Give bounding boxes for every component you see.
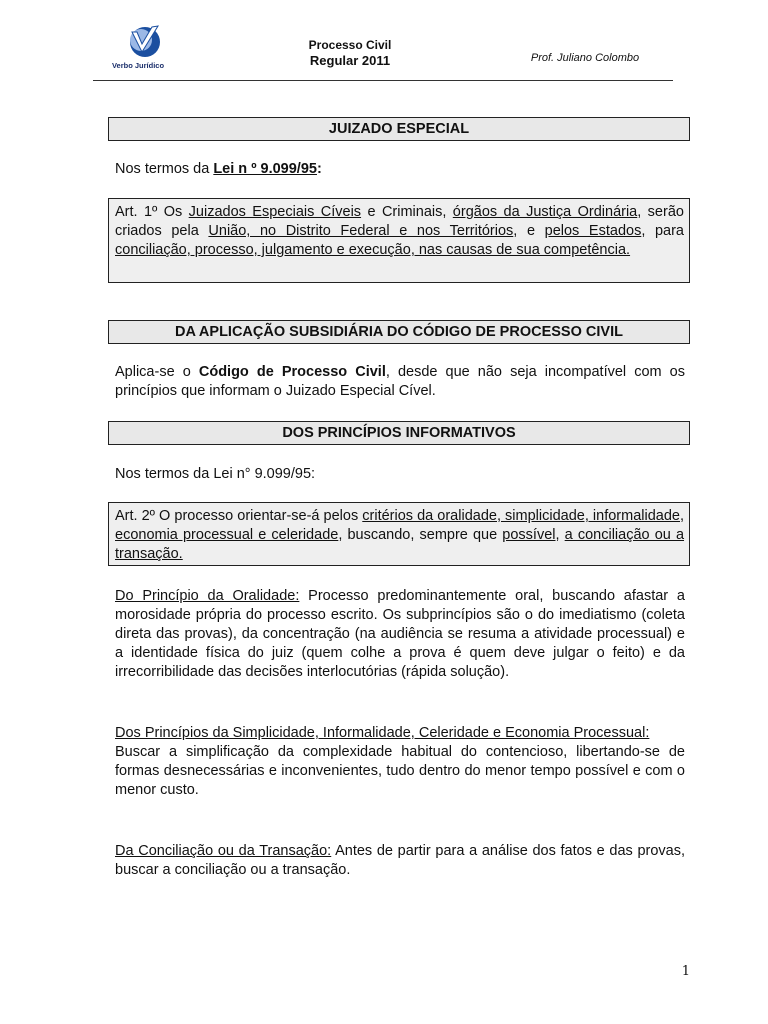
conciliacao-paragraph — [115, 842, 685, 880]
art1-text: , e — [513, 223, 545, 239]
art2-text: Art. 2º O processo orientar-se-á pelos — [115, 508, 363, 524]
oralidade-text: Processo predominantemente oral, buscando afastar a morosidade própria do processo escrito. Os subprincípios são o do imediatismo (coleta direta das provas), da concentração (na audiência se resuma a atividade processual) e a identidade física do juiz (quem colhe a prova é quem deve julgar o feito) e da irrecorribilidade das decisões interlocutórias (rápida solução). — [115, 588, 685, 680]
simplicidade-paragraph — [115, 724, 685, 800]
law-reference: Lei n º 9.099/95 — [213, 161, 317, 177]
law-intro-colon: : — [316, 161, 322, 177]
page-number: 1 — [681, 964, 690, 979]
cpc-text: Aplica-se o — [115, 364, 199, 380]
art2-underline: a conciliação ou a transação. — [115, 527, 685, 562]
cpc-paragraph — [115, 363, 685, 401]
art1-underline: União, no Distrito Federal e nos Territórios — [208, 223, 514, 239]
conciliacao-title: Da Conciliação ou da Transação: — [115, 843, 332, 859]
art1-text: e Criminais, — [361, 204, 453, 220]
course-name: Processo Civil — [308, 38, 392, 52]
art2-text: , buscando, sempre que — [338, 527, 503, 543]
article-2-box — [108, 502, 690, 566]
art1-underline: Juizados Especiais Cíveis — [188, 204, 362, 220]
simplicidade-text: Buscar a simplificação da complexidade habitual do contencioso, libertando-se de formas desnecessárias e inconvenientes, tudo dentro do menor tempo possível e com o menor custo. — [115, 744, 685, 798]
art2-text: , — [555, 527, 565, 543]
art1-underline: órgãos da Justiça Ordinária — [452, 204, 638, 220]
oralidade-title: Do Princípio da Oralidade: — [115, 588, 300, 604]
course-title — [250, 38, 450, 68]
section-title-juizado: JUIZADO ESPECIAL — [108, 117, 690, 141]
simplicidade-title: Dos Princípios da Simplicidade, Informalidade, Celeridade e Economia Processual: — [115, 725, 650, 741]
author-name: Prof. Juliano Colombo — [530, 52, 640, 64]
section-title-aplicacao: DA APLICAÇÃO SUBSIDIÁRIA DO CÓDIGO DE PROCESSO CIVIL — [108, 320, 690, 344]
art1-underline: conciliação, processo, julgamento e execução, nas causas de sua competência. — [115, 242, 631, 258]
logo-text: Verbo Jurídico — [111, 61, 165, 70]
course-edition: Regular 2011 — [309, 53, 391, 68]
art2-underline: possível — [502, 527, 556, 543]
art1-text: , serão criados pela — [115, 204, 684, 239]
header-divider — [93, 80, 673, 81]
cpc-bold: Código de Processo Civil — [198, 364, 386, 380]
verbo-juridico-logo-icon — [92, 18, 184, 62]
art1-underline: pelos Estados — [544, 223, 642, 239]
publisher-logo — [92, 18, 184, 76]
article-1-box — [108, 198, 690, 283]
section-title-principios: DOS PRINCÍPIOS INFORMATIVOS — [108, 421, 690, 445]
art2-underline: critérios da oralidade, simplicidade, informalidade, economia processual e celeridade — [115, 508, 684, 543]
law-intro — [115, 160, 685, 179]
art1-text: Art. 1º Os — [115, 204, 189, 220]
cpc-text: , desde que não seja incompatível com os princípios que informam o Juizado Especial Cível. — [115, 364, 685, 399]
law-intro-2: Nos termos da Lei n° 9.099/95: — [115, 466, 316, 482]
conciliacao-text: Antes de partir para a análise dos fatos e das provas, buscar a conciliação ou a transação. — [115, 843, 685, 878]
oralidade-paragraph — [115, 587, 685, 682]
law-intro-text: Nos termos da — [115, 161, 214, 177]
art1-text: , para — [641, 223, 684, 239]
